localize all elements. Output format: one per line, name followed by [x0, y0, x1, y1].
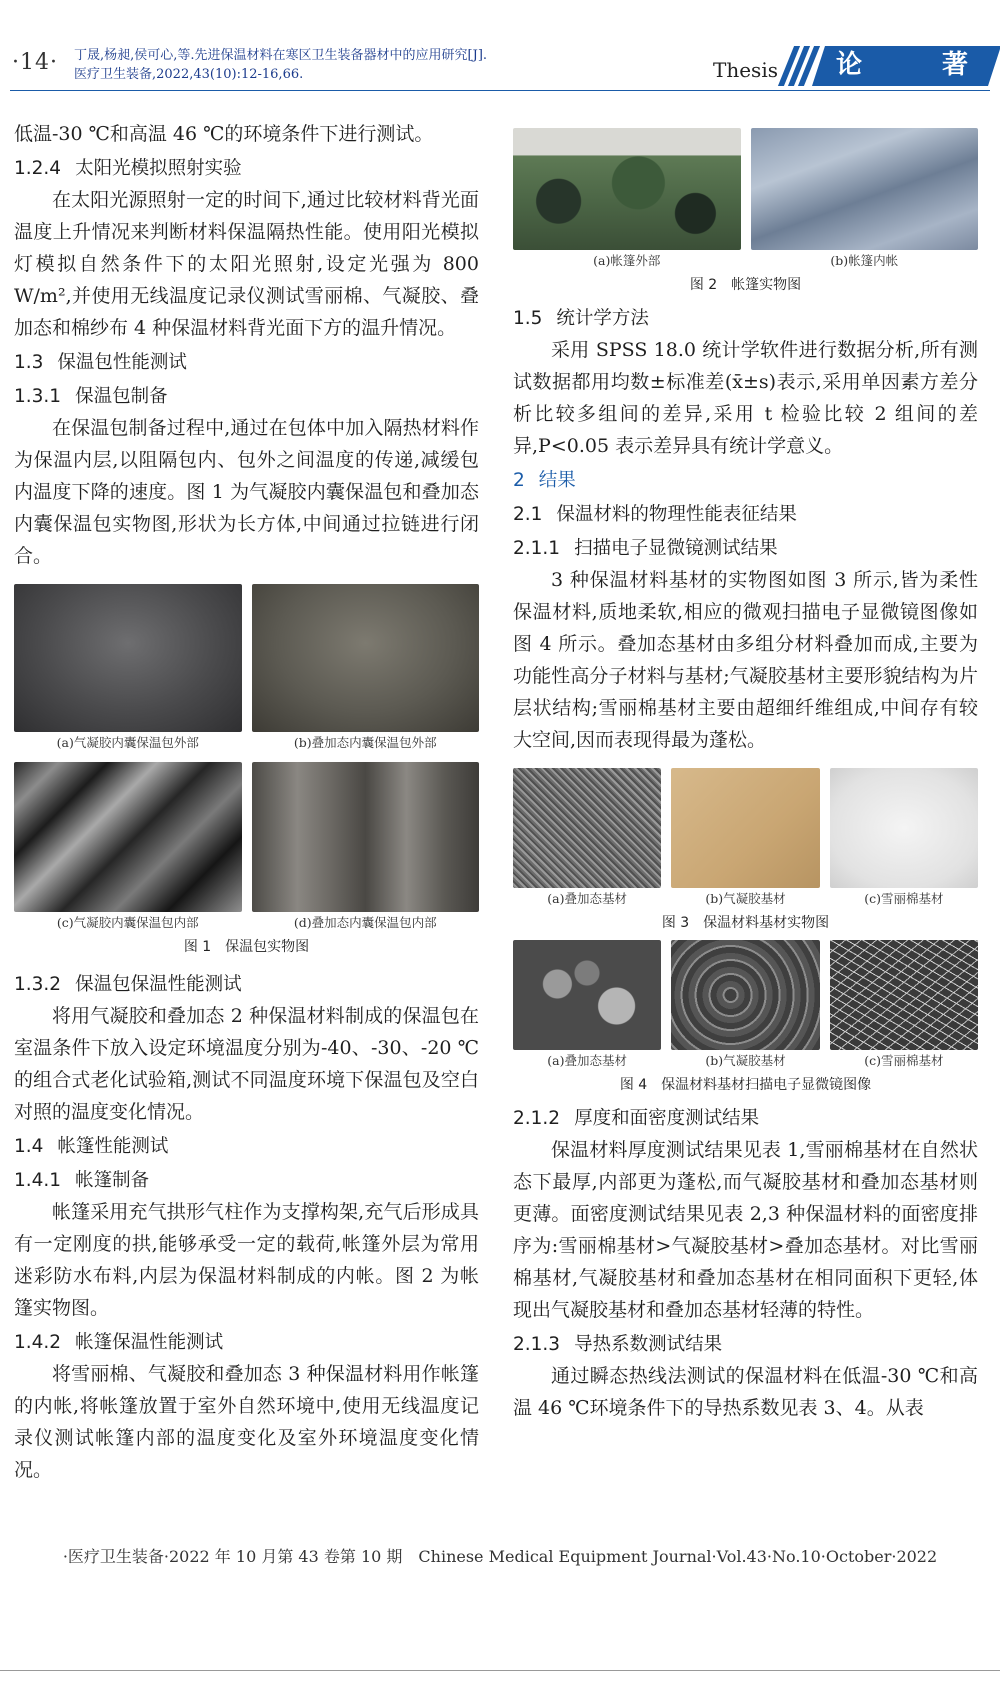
paragraph-1-4-2: 将雪丽棉、气凝胶和叠加态 3 种保温材料用作帐篷的内帐,将帐篷放置于室外自然环境中,使用无线温度记录仪测试帐篷内部的温度变化及室外环境温度变化情况。 [14, 1363, 479, 1481]
heading-1-4-1 [14, 1166, 479, 1196]
figure-1a [14, 584, 242, 752]
banner-char-1: 论 [836, 50, 863, 80]
heading-number: 1.4.2 [14, 1332, 62, 1353]
figure-1d-image [252, 762, 480, 912]
figure-1b-image [252, 584, 480, 732]
heading-title: 太阳光模拟照射实验 [75, 158, 242, 179]
heading-number: 1.5 [513, 308, 543, 329]
paragraph-2-1-2: 保温材料厚度测试结果见表 1,雪丽棉基材在自然状态下最厚,内部更为蓬松,而气凝胶基材和叠加态基材则更薄。面密度测试结果见表 2,3 种保温材料的面密度排序为:雪丽棉基材>气凝胶基材>叠加态基材。对比雪丽棉基材,气凝胶基材和叠加态基材在相同面积下更轻,体现出气凝胶基材和叠加态基材轻薄的特性。 [513, 1139, 978, 1321]
figure-3c [830, 768, 978, 908]
figure-3-title: 图 3 保温材料基材实物图 [661, 915, 830, 931]
citation [74, 46, 594, 84]
heading-title: 保温材料的物理性能表征结果 [556, 504, 797, 525]
figure-4c [830, 940, 978, 1070]
figure-2-title: 图 2 帐篷实物图 [689, 277, 802, 293]
figure-2b [751, 128, 979, 270]
heading-number: 2.1.3 [513, 1334, 561, 1355]
heading-number: 1.2.4 [14, 158, 62, 179]
heading-title: 帐篷制备 [75, 1170, 150, 1191]
heading-number: 2.1 [513, 504, 543, 525]
figure-1a-caption: (a)气凝胶内囊保温包外部 [56, 735, 199, 750]
figure-3c-caption: (c)雪丽棉基材 [864, 891, 944, 906]
section-label-en: Thesis [713, 58, 778, 82]
paragraph-1-5: 采用 SPSS 18.0 统计学软件进行数据分析,所有测试数据都用均数±标准差(x̄±s)表示,采用单因素方差分析比较多组间的差异,采用 t 检验比较 2 组间的差异,P<0.05 表示差异具有统计学意义。 [513, 339, 978, 457]
heading-title: 保温包制备 [75, 386, 168, 407]
banner-char-2: 著 [941, 50, 968, 80]
heading-number: 2.1.1 [513, 538, 561, 559]
figure-2a-caption: (a)帐篷外部 [593, 253, 661, 268]
figure-1c [14, 762, 242, 932]
paragraph-intro: 低温-30 ℃和高温 46 ℃的环境条件下进行测试。 [14, 123, 434, 145]
figure-3b-caption: (b)气凝胶基材 [705, 891, 786, 906]
figure-1d [252, 762, 480, 932]
paragraph-1-2-4: 在太阳光源照射一定的时间下,通过比较材料背光面温度上升情况来判断材料保温隔热性能。使用阳光模拟灯模拟自然条件下的太阳光照射,设定光强为 800 W/m²,并使用无线温度记录仪测试雪丽棉、气凝胶、叠加态和棉纱布 4 种保温材料背光面下方的温升情况。 [14, 189, 479, 339]
heading-2-1-1 [513, 534, 978, 564]
heading-number: 2 [513, 470, 525, 491]
figure-4b [671, 940, 819, 1070]
header-divider [10, 90, 990, 91]
heading-number: 1.3 [14, 352, 44, 373]
bottom-divider [0, 1670, 1000, 1671]
heading-1-3-1 [14, 382, 479, 412]
figure-1-title: 图 1 保温包实物图 [183, 939, 310, 955]
heading-title: 帐篷性能测试 [57, 1136, 169, 1157]
figure-2b-image [751, 128, 979, 250]
figure-1d-caption: (d)叠加态内囊保温包内部 [293, 915, 437, 930]
heading-title: 统计学方法 [556, 308, 649, 329]
figure-4c-image [830, 940, 978, 1050]
heading-title: 保温包性能测试 [57, 352, 187, 373]
heading-1-5 [513, 304, 978, 334]
paragraph-1-3-2: 将用气凝胶和叠加态 2 种保温材料制成的保温包在室温条件下放入设定环境温度分别为-40、-30、-20 ℃的组合式老化试验箱,测试不同温度环境下保温包及空白对照的温度变化情况。 [14, 1005, 479, 1123]
figure-4b-image [671, 940, 819, 1050]
figure-1a-image [14, 584, 242, 732]
figure-1c-image [14, 762, 242, 912]
heading-1-4 [14, 1132, 479, 1162]
figure-2a-image [513, 128, 741, 250]
figure-2 [513, 128, 978, 270]
heading-title: 厚度和面密度测试结果 [574, 1108, 760, 1129]
heading-number: 1.3.2 [14, 974, 62, 995]
page-footer: ·医疗卫生装备·2022 年 10 月第 43 卷第 10 期 Chinese Medical Equipment Journal·Vol.43·No.10·October·2022 [62, 1547, 938, 1566]
figure-4 [513, 940, 978, 1070]
figure-3b-image [671, 768, 819, 888]
figure-4-title: 图 4 保温材料基材扫描电子显微镜图像 [619, 1077, 872, 1093]
figure-3a-caption: (a)叠加态基材 [547, 891, 628, 906]
heading-1-3-2 [14, 970, 479, 1000]
figure-3 [513, 768, 978, 908]
heading-title: 帐篷保温性能测试 [75, 1332, 224, 1353]
page-number: ·14· [12, 50, 58, 75]
heading-1-4-2 [14, 1328, 479, 1358]
figure-1b-caption: (b)叠加态内囊保温包外部 [293, 735, 437, 750]
heading-1-3 [14, 348, 479, 378]
citation-line-1: 丁晟,杨昶,侯可心,等.先进保温材料在寒区卫生装备器材中的应用研究[J]. [74, 48, 488, 63]
heading-number: 2.1.2 [513, 1108, 561, 1129]
heading-title: 保温包保温性能测试 [75, 974, 242, 995]
figure-4a-image [513, 940, 661, 1050]
figure-1b [252, 584, 480, 752]
figure-4a [513, 940, 661, 1070]
figure-3a [513, 768, 661, 908]
heading-2 [513, 466, 978, 496]
figure-3a-image [513, 768, 661, 888]
paragraph-1-3-1: 在保温包制备过程中,通过在包体中加入隔热材料作为保温内层,以阻隔包内、包外之间温度的传递,减缓包内温度下降的速度。图 1 为气凝胶内囊保温包和叠加态内囊保温包实物图,形状为长方体,中间通过拉链进行闭合。 [14, 417, 479, 567]
heading-number: 1.4.1 [14, 1170, 62, 1191]
figure-1c-caption: (c)气凝胶内囊保温包内部 [56, 915, 199, 930]
heading-title: 导热系数测试结果 [574, 1334, 723, 1355]
heading-number: 1.3.1 [14, 386, 62, 407]
figure-3b [671, 768, 819, 908]
citation-line-2: 医疗卫生装备,2022,43(10):12-16,66. [74, 67, 304, 82]
left-column [14, 118, 479, 1486]
heading-1-2-4 [14, 154, 479, 184]
paragraph-2-1-1: 3 种保温材料基材的实物图如图 3 所示,皆为柔性保温材料,质地柔软,相应的微观扫描电子显微镜图像如图 4 所示。叠加态基材由多组分材料叠加而成,主要为功能性高分子材料与基材;气凝胶基材主要形貌结构为片层状结构;雪丽棉基材主要由超细纤维组成,中间存有较大空间,因而表现得最为蓬松。 [513, 569, 978, 751]
figure-2a [513, 128, 741, 270]
figure-4b-caption: (b)气凝胶基材 [705, 1053, 786, 1068]
heading-2-1 [513, 500, 978, 530]
paragraph-2-1-3: 通过瞬态热线法测试的保温材料在低温-30 ℃和高温 46 ℃环境条件下的导热系数见表 3、4。从表 [513, 1365, 978, 1419]
figure-4c-caption: (c)雪丽棉基材 [864, 1053, 944, 1068]
figure-1 [14, 584, 479, 932]
paragraph-1-4-1: 帐篷采用充气拱形气柱作为支撑构架,充气后形成具有一定刚度的拱,能够承受一定的载荷,帐篷外层为常用迷彩防水布料,内层为保温材料制成的内帐。图 2 为帐篷实物图。 [14, 1201, 479, 1319]
heading-title: 扫描电子显微镜测试结果 [574, 538, 778, 559]
heading-2-1-3 [513, 1330, 978, 1360]
heading-title: 结果 [538, 470, 576, 491]
heading-2-1-2 [513, 1104, 978, 1134]
banner-stripes [782, 46, 814, 86]
figure-3c-image [830, 768, 978, 888]
right-column [513, 128, 978, 1424]
section-banner-text [818, 44, 978, 84]
page-header [0, 0, 1000, 100]
figure-4a-caption: (a)叠加态基材 [547, 1053, 628, 1068]
figure-2b-caption: (b)帐篷内帐 [830, 253, 899, 268]
heading-number: 1.4 [14, 1136, 44, 1157]
